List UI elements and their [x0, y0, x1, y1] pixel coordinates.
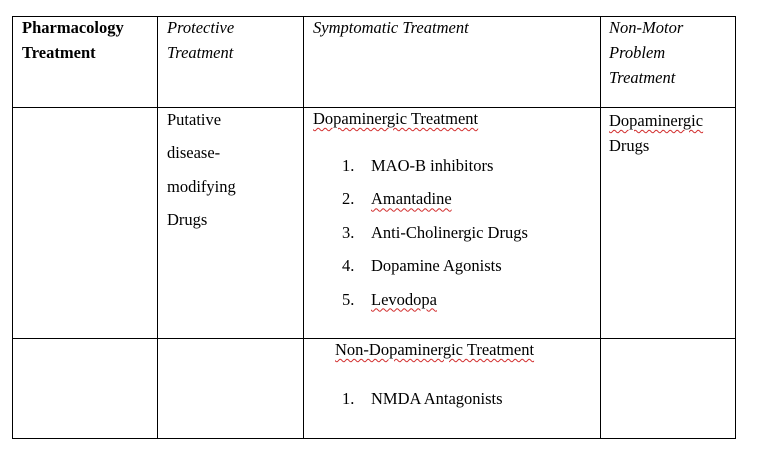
- list-item-number: 1.: [342, 156, 355, 175]
- list-item-label: Amantadine: [371, 189, 452, 209]
- list-item-number: 2.: [342, 189, 355, 209]
- non-dopaminergic-treatment-list: [342, 386, 597, 419]
- list-item-label: NMDA Antagonists: [371, 389, 503, 408]
- list-item: [342, 287, 597, 320]
- non-motor-text-line: Dopaminergic: [609, 111, 704, 130]
- header-symptomatic-line1: Symptomatic Treatment: [313, 18, 469, 37]
- dopaminergic-treatment-heading: Dopaminergic Treatment: [313, 109, 479, 128]
- protective-text-line: disease-: [167, 143, 221, 163]
- protective-drugs-cell: [167, 103, 301, 237]
- list-item-label: Dopamine Agonists: [371, 256, 502, 276]
- header-protective-treatment: [167, 15, 301, 65]
- column-divider-3: [600, 16, 601, 439]
- dopaminergic-treatment-list: [342, 153, 597, 320]
- non-dopaminergic-list-cell: [313, 386, 597, 419]
- column-divider-2: [303, 16, 304, 439]
- non-motor-text-line: Drugs: [609, 136, 650, 155]
- header-non-motor-line1: Non-Motor: [609, 18, 684, 37]
- non-dopaminergic-heading-text: Non-Dopaminergic Treatment: [335, 340, 535, 359]
- protective-text-line: Putative: [167, 110, 222, 129]
- protective-text-line: Drugs: [167, 210, 208, 230]
- list-item-number: 4.: [342, 256, 355, 276]
- list-item-number: 1.: [342, 389, 355, 408]
- list-item: [342, 220, 597, 253]
- non-dopaminergic-treatment-cell: [335, 337, 597, 362]
- header-pharmacology-line2: Treatment: [22, 43, 96, 62]
- header-non-motor-treatment: [609, 15, 733, 90]
- table-border-right: [735, 16, 736, 439]
- header-protective-line2: Treatment: [167, 43, 234, 62]
- list-item-number: 5.: [342, 289, 355, 309]
- list-item: [342, 186, 597, 219]
- list-item-label: Anti-Cholinergic Drugs: [371, 222, 528, 242]
- list-item: [342, 153, 597, 186]
- header-symptomatic-treatment: [313, 15, 597, 40]
- header-protective-line1: Protective: [167, 18, 235, 37]
- list-item-label: MAO-B inhibitors: [371, 156, 494, 175]
- list-item-label: Levodopa: [371, 289, 437, 309]
- column-divider-1: [157, 16, 158, 439]
- list-item-number: 3.: [342, 222, 355, 242]
- list-item: [342, 253, 597, 286]
- table-border-left: [12, 16, 13, 439]
- header-non-motor-line3: Treatment: [609, 68, 676, 87]
- protective-text-line: modifying: [167, 176, 236, 196]
- header-pharmacology-line1: Pharmacology: [22, 18, 124, 37]
- header-pharmacology-treatment: [22, 15, 154, 65]
- dopaminergic-treatment-cell: [313, 106, 597, 320]
- table-border-bottom: [12, 438, 736, 439]
- header-non-motor-line2: Problem: [609, 43, 666, 62]
- non-motor-drugs-cell: [609, 108, 733, 158]
- treatment-table: [12, 16, 736, 439]
- list-item: [342, 386, 597, 419]
- non-dopaminergic-treatment-heading: [335, 337, 597, 362]
